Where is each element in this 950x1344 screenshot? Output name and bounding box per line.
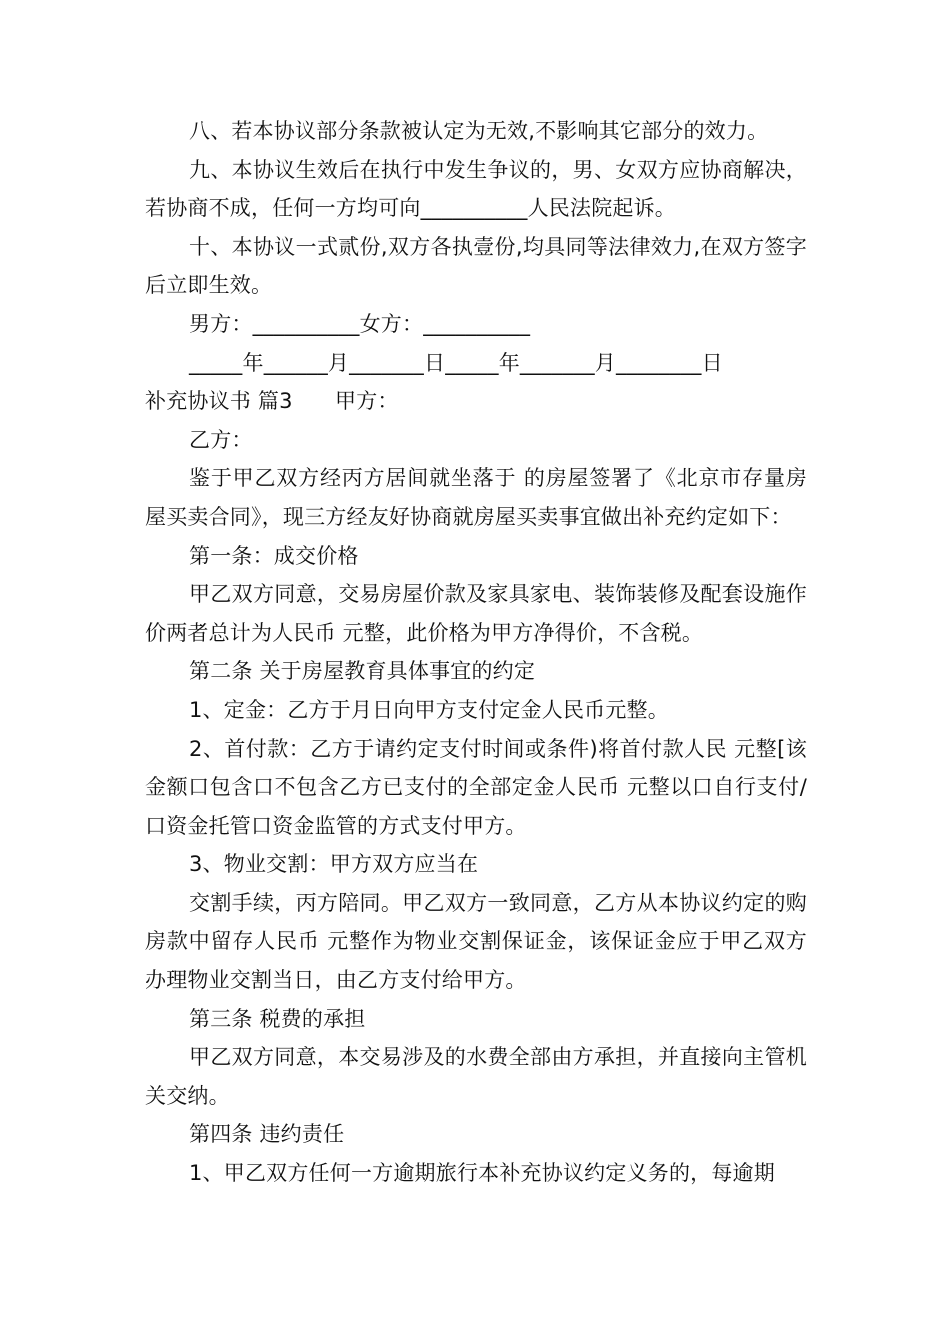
article-one-heading: 第一条：成交价格 <box>189 543 359 568</box>
clause-nine: 九、本协议生效后在执行中发生争议的，男、女双方应协商解决，若协商不成，任何一方均可向__________人民法院起诉。 <box>145 157 807 221</box>
clause-ten: 十、本协议一式贰份,双方各执壹份,均具同等法律效力,在双方签字后立即生效。 <box>145 234 807 298</box>
breach-item: 1、甲乙双方任何一方逾期旅行本补充协议约定义务的，每逾期 <box>189 1161 775 1186</box>
handover-paragraph: 交割手续，丙方陪同。甲乙双方一致同意，乙方从本协议约定的购房款中留存人民币 元整作为物业交割保证金，该保证金应于甲乙双方办理物业交割当日，由乙方支付给甲方。 <box>145 890 807 993</box>
date-line: _____年______月_______日_____年_______月________日 <box>189 350 723 375</box>
deposit-item: 1、定金：乙方于月日向甲方支付定金人民币元整。 <box>189 697 669 722</box>
article-three-heading: 第三条 税费的承担 <box>189 1006 366 1031</box>
section-heading: 补充协议书 篇3 甲方： <box>145 389 399 414</box>
signature-line: 男方：__________女方：__________ <box>189 311 531 336</box>
article-four-heading: 第四条 违约责任 <box>189 1122 345 1147</box>
article-three-body: 甲乙双方同意，本交易涉及的水费全部由方承担，并直接向主管机关交纳。 <box>145 1045 807 1108</box>
party-b-line: 乙方： <box>189 427 253 452</box>
document-body <box>145 112 807 1193</box>
preamble: 鉴于甲乙双方经丙方居间就坐落于 的房屋签署了《北京市存量房屋买卖合同》，现三方经友好协商就房屋买卖事宜做出补充约定如下： <box>145 466 807 529</box>
article-one-body: 甲乙双方同意，交易房屋价款及家具家电、装饰装修及配套设施作价两者总计为人民币 元整，此价格为甲方净得价，不含税。 <box>145 582 807 645</box>
article-two-heading: 第二条 关于房屋教育具体事宜的约定 <box>189 659 536 684</box>
clause-eight: 八、若本协议部分条款被认定为无效,不影响其它部分的效力。 <box>189 119 769 143</box>
down-payment-item: 2、首付款：乙方于请约定支付时间或条件)将首付款人民 元整[该金额口包含口不包含乙方已支付的全部定金人民币 元整以口自行支付/口资金托管口资金监管的方式支付甲方。 <box>145 736 807 838</box>
property-handover-item: 3、物业交割：甲方双方应当在 <box>189 852 479 877</box>
